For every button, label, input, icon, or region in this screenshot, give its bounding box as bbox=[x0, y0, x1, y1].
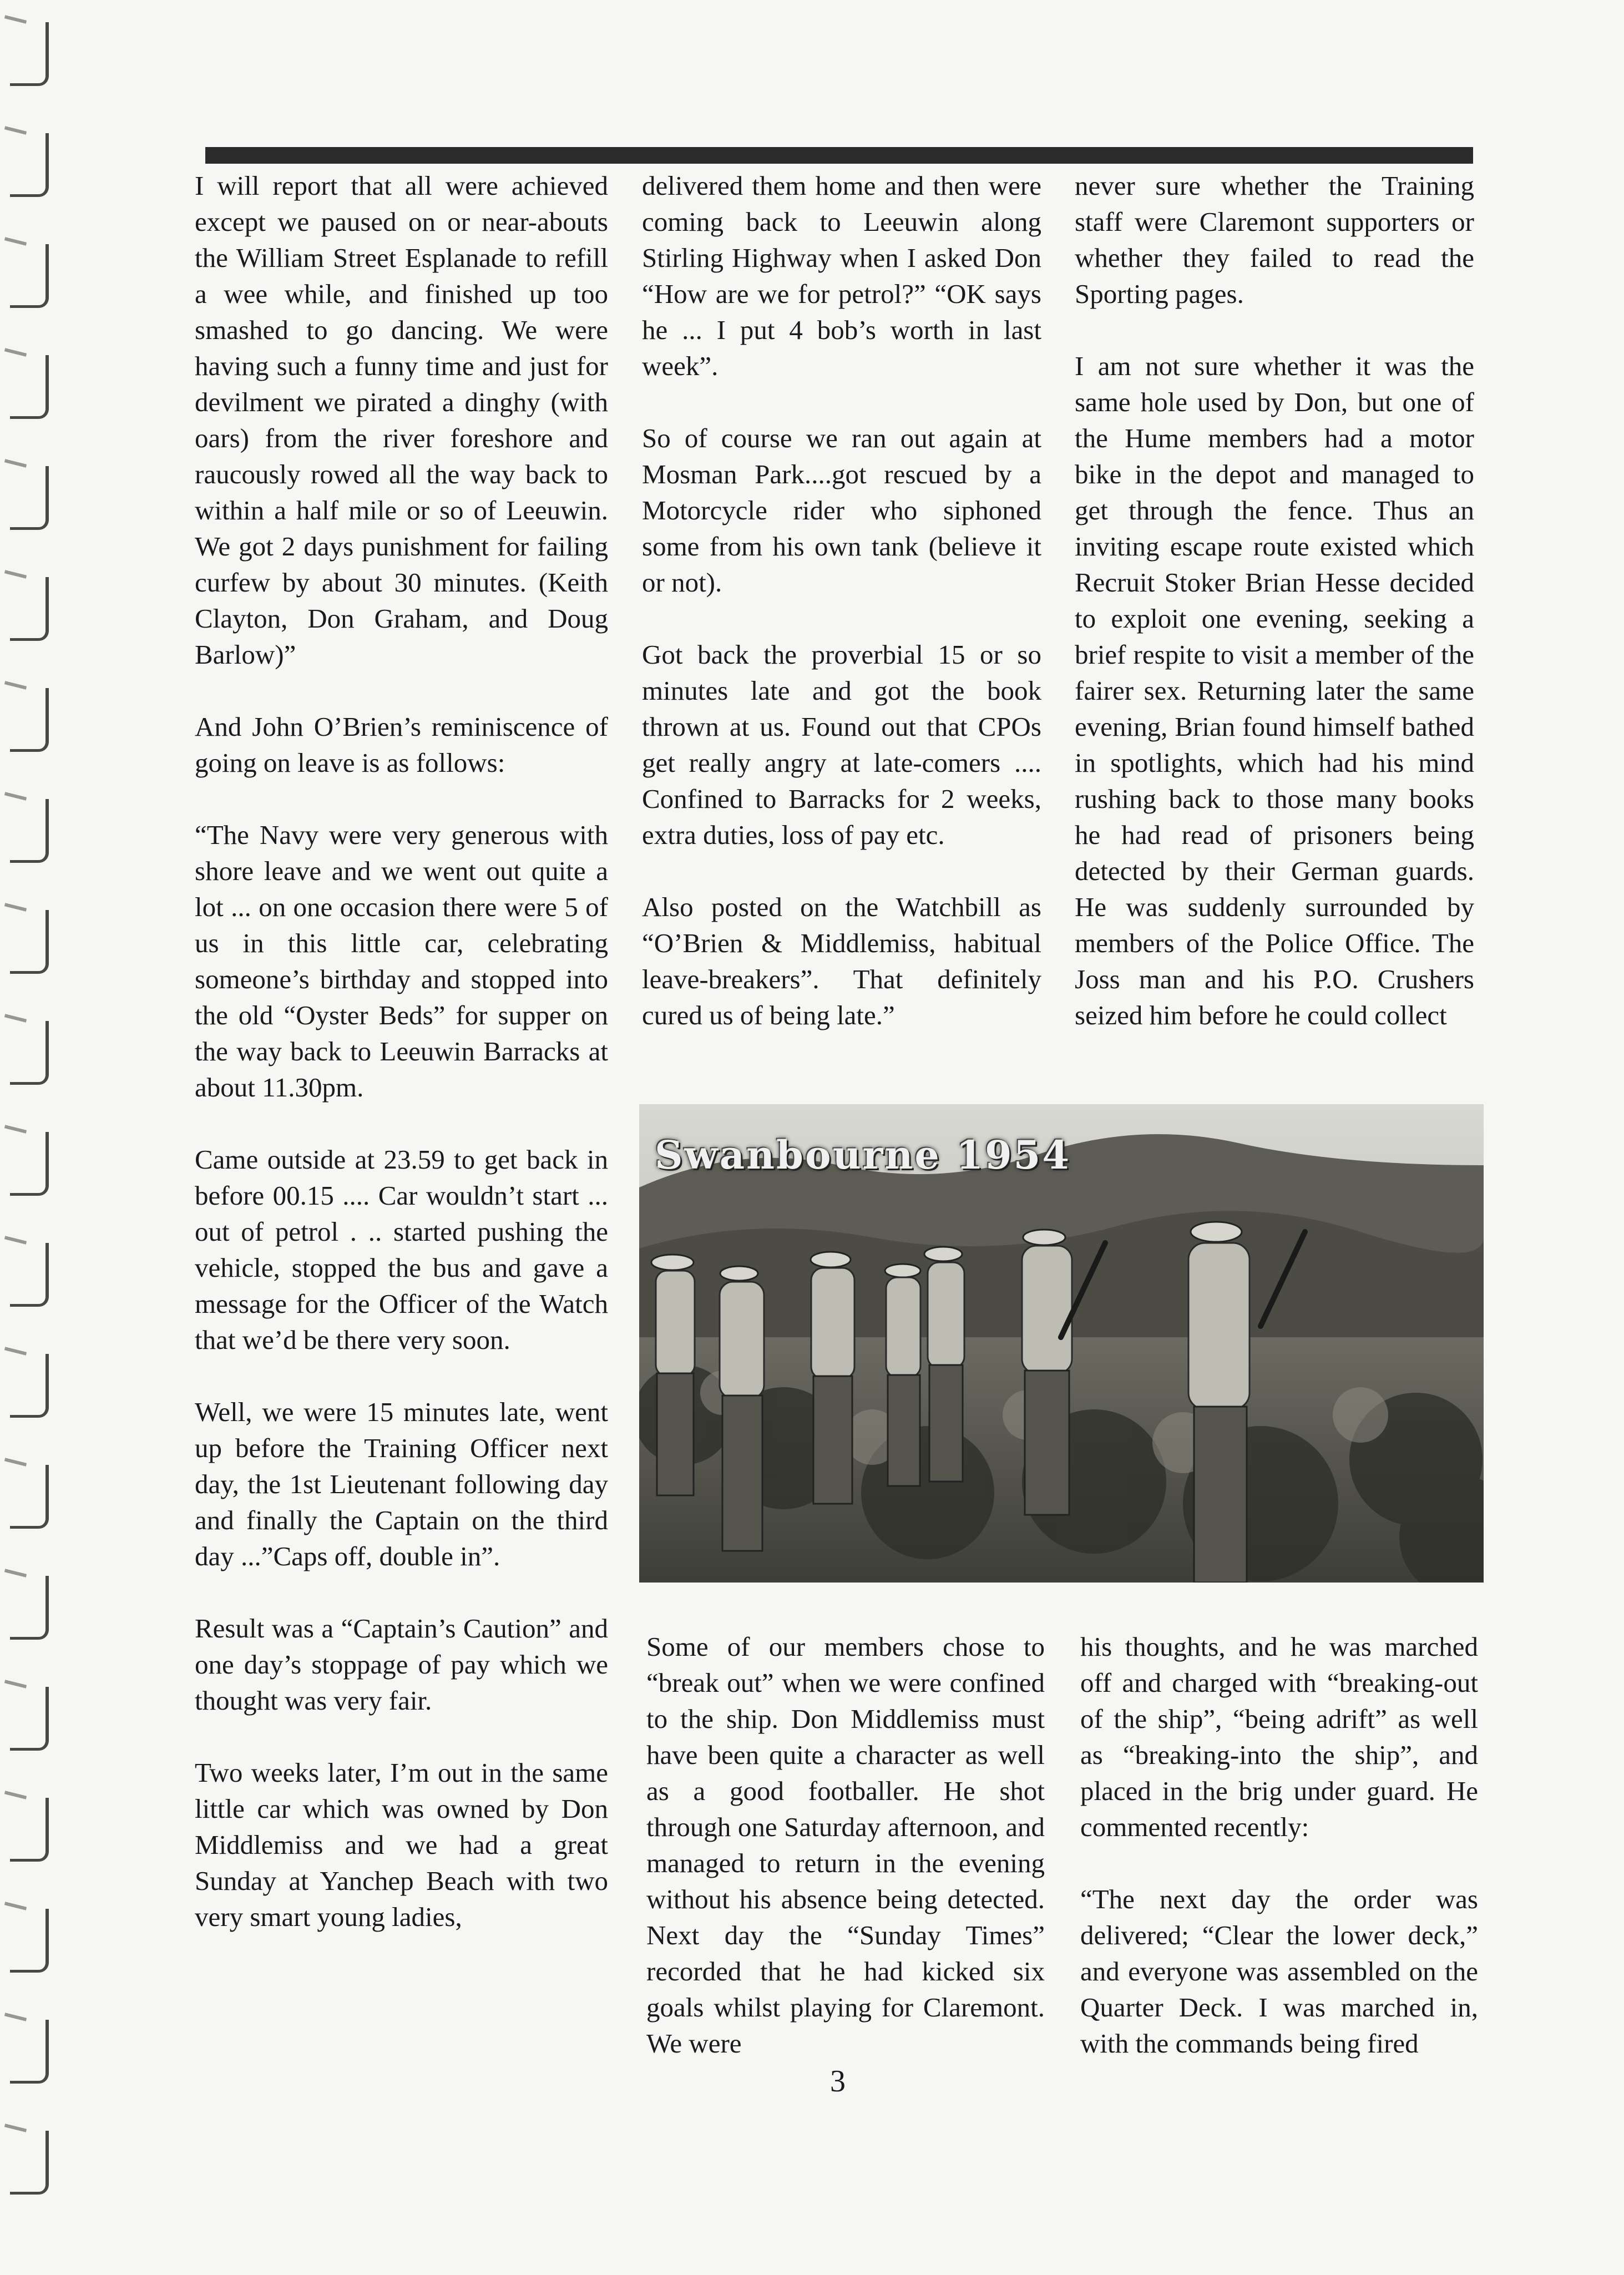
paragraph: his thoughts, and he was marched off and charged with “breaking-out of the ship”, “being adrift” as well as “breaking-into the ship”, and placed in the brig under guard. He commented recently: bbox=[1080, 1631, 1478, 1842]
paragraph: “The next day the order was delivered; “Clear the lower deck,” and everyone was assembled on the Quarter Deck. I was marched in, with the commands being fired bbox=[1080, 1884, 1478, 2059]
paragraph: “The Navy were very generous with shore leave and we went out quite a lot ... on one occasion there were 5 of us in this little car, celebrating someone’s birthday and stopped into the old “Oyster Beds” for supper on the way back to Leeuwin Barracks at about 11.30pm. bbox=[195, 820, 608, 1103]
text-column-middle-top bbox=[642, 168, 1041, 1033]
text-column-right-bottom bbox=[1080, 1629, 1478, 2061]
photo-caption: Swanbourne 1954 bbox=[655, 1132, 1071, 1178]
paragraph: Well, we were 15 minutes late, went up before the Training Officer next day, the 1st Lieutenant following day and finally the Captain on the third day ...”Caps off, double in”. bbox=[195, 1397, 608, 1571]
paragraph: So of course we ran out again at Mosman Park....got rescued by a Motorcycle rider who siphoned some from his own tank (believe it or not). bbox=[642, 423, 1041, 598]
page-number: 3 bbox=[830, 2064, 846, 2099]
paragraph: Came outside at 23.59 to get back in before 00.15 .... Car wouldn’t start ... out of petrol . .. started pushing the vehicle, stopped the bus and gave a message for the Officer of the Watch that we’d be there very soon. bbox=[195, 1144, 608, 1355]
paragraph: never sure whether the Training staff were Claremont supporters or whether they failed to read the Sporting pages. bbox=[1075, 170, 1474, 309]
paragraph: Got back the proverbial 15 or so minutes late and got the book thrown at us. Found out that CPOs get really angry at late-comers .... Confined to Barracks for 2 weeks, extra duties, loss of pay etc. bbox=[642, 639, 1041, 850]
paragraph: Two weeks later, I’m out in the same little car which was owned by Don Middlemiss and we had a great Sunday at Yanchep Beach with two very smart young ladies, bbox=[195, 1757, 608, 1932]
text-column-right-top bbox=[1075, 168, 1474, 1033]
paragraph: Also posted on the Watchbill as “O’Brien & Middlemiss, habitual leave-breakers”. That definitely cured us of being late.” bbox=[642, 892, 1041, 1030]
paragraph: And John O’Brien’s reminiscence of going on leave is as follows: bbox=[195, 711, 608, 778]
header-rule bbox=[205, 147, 1473, 164]
text-column-middle-bottom bbox=[646, 1629, 1045, 2061]
paragraph: Some of our members chose to “break out” when we were confined to the ship. Don Middlemiss must have been quite a character as well as a good footballer. He shot through one Saturday afternoon, and managed to return in the evening without his absence being detected. Next day the “Sunday Times” recorded that he had kicked six goals whilst playing for Claremont. We were bbox=[646, 1631, 1045, 2059]
paragraph: I will report that all were achieved except we paused on or near-abouts the William Street Esplanade to refill a wee while, and finished up too smashed to go dancing. We were having such a funny time and just for devilment we pirated a dinghy (with oars) from the river foreshore and raucously rowed all the way back to within a half mile or so of Leeuwin. We got 2 days punishment for failing curfew by about 30 minutes. (Keith Clayton, Don Graham, and Doug Barlow)” bbox=[195, 170, 608, 670]
paragraph: I am not sure whether it was the same hole used by Don, but one of the Hume members had a motor bike in the depot and managed to get through the fence. Thus an inviting escape route existed which Recruit Stoker Brian Hesse decided to exploit one evening, seeking a brief respite to visit a member of the fairer sex. Returning later the same evening, Brian found himself bathed in spotlights, which had his mind rushing back to those many books he had read of prisoners being detected by their German guards. He was suddenly surrounded by members of the Police Office. The Joss man and his P.O. Crushers seized him before he could collect bbox=[1075, 351, 1474, 1030]
paragraph: delivered them home and then were coming back to Leeuwin along Stirling Highway when I asked Don “How are we for petrol?” “OK says he ... I put 4 bob’s worth in last week”. bbox=[642, 170, 1041, 381]
photograph bbox=[639, 1104, 1484, 1583]
spiral-binding bbox=[0, 0, 61, 2275]
text-column-left bbox=[195, 168, 608, 1935]
paragraph: Result was a “Captain’s Caution” and one day’s stoppage of pay which we thought was very fair. bbox=[195, 1613, 608, 1716]
